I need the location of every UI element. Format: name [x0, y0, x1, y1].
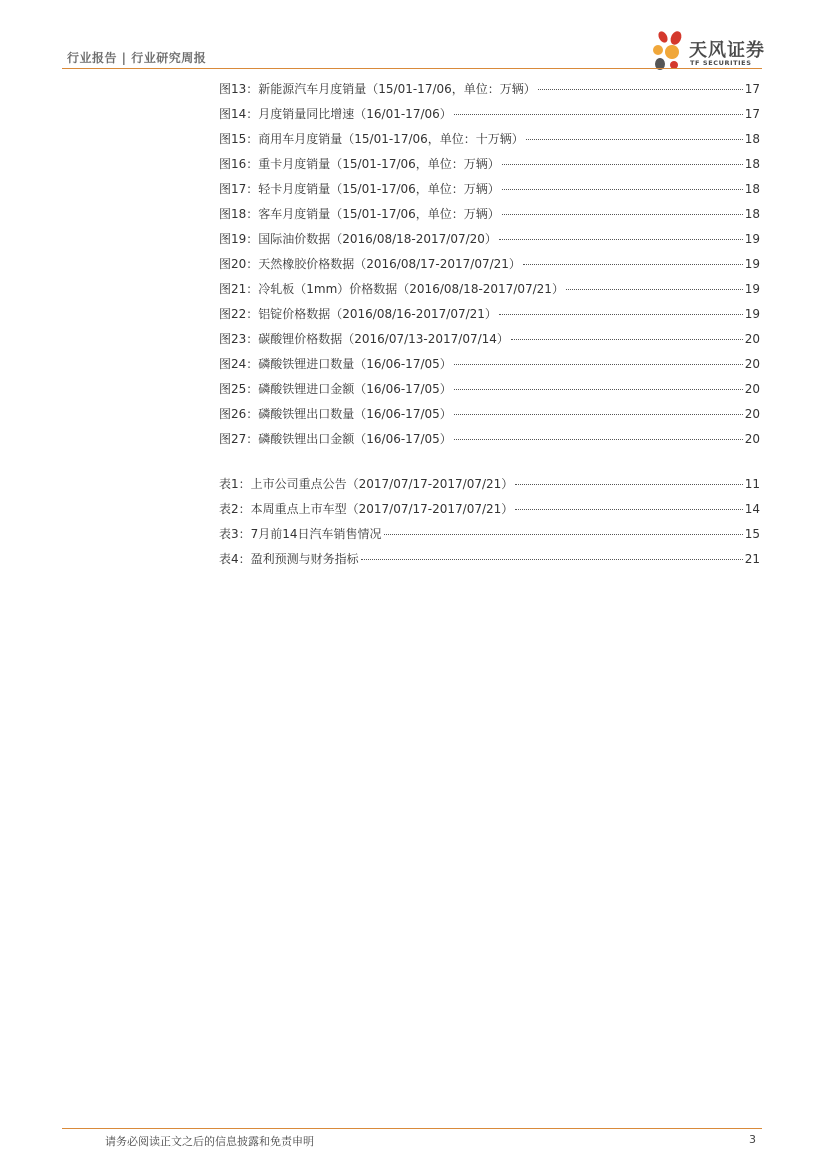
- figure-toc-entry[interactable]: [219, 427, 760, 452]
- dot-leader: [454, 113, 743, 115]
- dot-leader: [502, 163, 743, 165]
- dot-leader: [454, 363, 743, 365]
- toc-entry-page: 19: [744, 257, 760, 271]
- toc-entry-label: 图14：月度销量同比增速（16/01-17/06）: [219, 107, 452, 121]
- toc-entry-page: 19: [744, 282, 760, 296]
- dot-leader: [515, 508, 742, 510]
- dot-leader: [454, 388, 743, 390]
- figure-toc-entry[interactable]: [219, 377, 760, 402]
- dot-leader: [566, 288, 743, 290]
- toc-entry-label: 图25：磷酸铁锂进口金额（16/06-17/05）: [219, 382, 452, 396]
- dot-leader: [499, 313, 743, 315]
- figure-toc-entry[interactable]: [219, 327, 760, 352]
- figure-toc-entry[interactable]: [219, 227, 760, 252]
- toc-entry-page: 18: [744, 132, 760, 146]
- figure-toc-entry[interactable]: [219, 77, 760, 102]
- toc-entry-page: 20: [744, 357, 760, 371]
- table-toc-entry[interactable]: [219, 497, 760, 522]
- toc-entry-page: 15: [744, 527, 760, 541]
- toc-entry-label: 表1：上市公司重点公告（2017/07/17-2017/07/21）: [219, 477, 514, 491]
- logo-english-name: TF SECURITIES: [690, 59, 752, 67]
- toc-entry-page: 11: [744, 477, 760, 491]
- toc-entry-page: 19: [744, 307, 760, 321]
- toc-entry-label: 表2：本周重点上市车型（2017/07/17-2017/07/21）: [219, 502, 514, 516]
- flower-logo-icon: [650, 28, 690, 72]
- toc-entry-label: 图27：磷酸铁锂出口金额（16/06-17/05）: [219, 432, 452, 446]
- toc-entry-label: 图19：国际油价数据（2016/08/18-2017/07/20）: [219, 232, 497, 246]
- figure-toc-entry[interactable]: [219, 127, 760, 152]
- toc-entry-page: 19: [744, 232, 760, 246]
- table-toc-entry[interactable]: [219, 472, 760, 497]
- toc-entry-label: 图22：铝锭价格数据（2016/08/16-2017/07/21）: [219, 307, 497, 321]
- toc-entry-label: 表3：7月前14日汽车销售情况: [219, 527, 382, 541]
- figure-index: [219, 77, 760, 452]
- figure-toc-entry[interactable]: [219, 252, 760, 277]
- company-logo: [650, 28, 765, 72]
- toc-entry-label: 图18：客车月度销量（15/01-17/06，单位：万辆）: [219, 207, 500, 221]
- figure-toc-entry[interactable]: [219, 102, 760, 127]
- dot-leader: [502, 188, 743, 190]
- toc-entry-label: 图16：重卡月度销量（15/01-17/06，单位：万辆）: [219, 157, 500, 171]
- dot-leader: [511, 338, 743, 340]
- table-index: [219, 472, 760, 572]
- toc-entry-label: 图17：轻卡月度销量（15/01-17/06，单位：万辆）: [219, 182, 500, 196]
- dot-leader: [454, 438, 743, 440]
- dot-leader: [454, 413, 743, 415]
- figure-toc-entry[interactable]: [219, 277, 760, 302]
- dot-leader: [384, 533, 743, 535]
- logo-chinese-name: 天风证券: [689, 40, 765, 61]
- header-divider: [62, 68, 762, 69]
- toc-entry-page: 18: [744, 182, 760, 196]
- table-toc-entry[interactable]: [219, 547, 760, 572]
- toc-entry-page: 17: [744, 82, 760, 96]
- dot-leader: [502, 213, 743, 215]
- footer-divider: [62, 1128, 762, 1129]
- toc-entry-label: 图13：新能源汽车月度销量（15/01-17/06，单位：万辆）: [219, 82, 536, 96]
- dot-leader: [515, 483, 742, 485]
- toc-entry-label: 图20：天然橡胶价格数据（2016/08/17-2017/07/21）: [219, 257, 521, 271]
- toc-entry-page: 20: [744, 432, 760, 446]
- toc-entry-label: 图26：磷酸铁锂出口数量（16/06-17/05）: [219, 407, 452, 421]
- toc-entry-page: 18: [744, 207, 760, 221]
- toc-entry-page: 17: [744, 107, 760, 121]
- figure-toc-entry[interactable]: [219, 302, 760, 327]
- toc-entry-label: 图21：冷轧板（1mm）价格数据（2016/08/18-2017/07/21）: [219, 282, 564, 296]
- dot-leader: [499, 238, 743, 240]
- toc-entry-page: 20: [744, 332, 760, 346]
- toc-entry-label: 表4：盈利预测与财务指标: [219, 552, 359, 566]
- toc-entry-page: 18: [744, 157, 760, 171]
- toc-entry-page: 21: [744, 552, 760, 566]
- dot-leader: [361, 558, 743, 560]
- toc-entry-label: 图23：碳酸锂价格数据（2016/07/13-2017/07/14）: [219, 332, 509, 346]
- toc-entry-label: 图15：商用车月度销量（15/01-17/06，单位：十万辆）: [219, 132, 524, 146]
- figure-toc-entry[interactable]: [219, 202, 760, 227]
- toc-entry-page: 14: [744, 502, 760, 516]
- figure-toc-entry[interactable]: [219, 177, 760, 202]
- dot-leader: [538, 88, 743, 90]
- table-toc-entry[interactable]: [219, 522, 760, 547]
- figure-toc-entry[interactable]: [219, 152, 760, 177]
- dot-leader: [523, 263, 743, 265]
- toc-entry-label: 图24：磷酸铁锂进口数量（16/06-17/05）: [219, 357, 452, 371]
- toc-entry-page: 20: [744, 407, 760, 421]
- header-title: 行业报告 | 行业研究周报: [67, 51, 207, 65]
- toc-entry-page: 20: [744, 382, 760, 396]
- page-number: 3: [749, 1133, 756, 1146]
- figure-toc-entry[interactable]: [219, 352, 760, 377]
- dot-leader: [526, 138, 743, 140]
- figure-toc-entry[interactable]: [219, 402, 760, 427]
- footer-disclaimer: 请务必阅读正文之后的信息披露和免责申明: [105, 1135, 314, 1148]
